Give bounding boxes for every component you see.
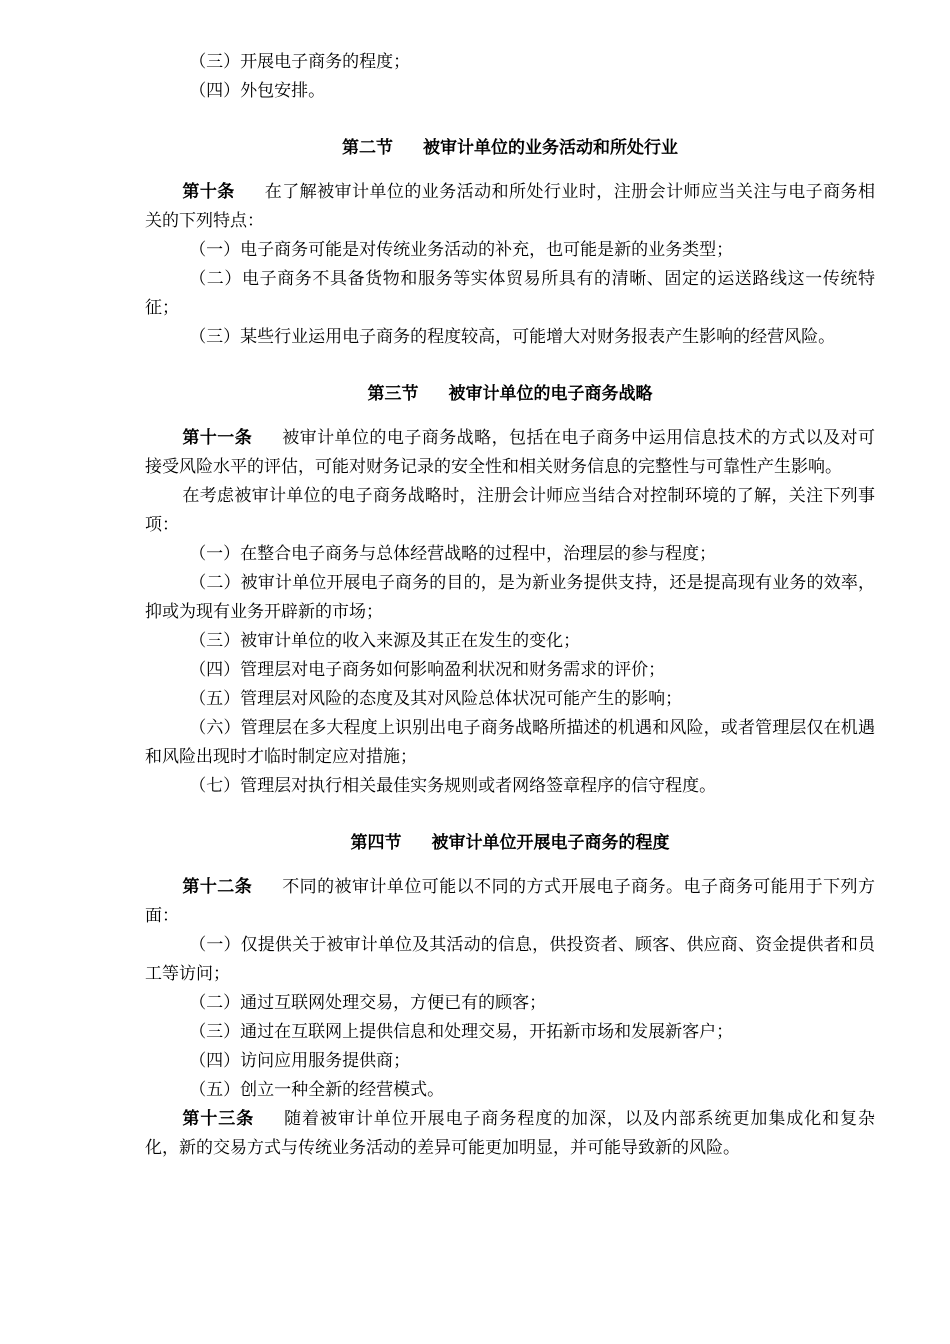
article-label: 第十二条	[182, 877, 253, 897]
list-item: （五）创立一种全新的经营模式。	[189, 1080, 445, 1100]
document-page	[145, 48, 875, 1163]
section-heading-4	[145, 829, 875, 858]
list-item: （三）开展电子商务的程度；	[189, 52, 411, 72]
list-item: （一）仅提供关于被审计单位及其活动的信息，供投资者、顾客、供应商、资金提供者和员工等访问；	[145, 935, 875, 984]
article-text: 不同的被审计单位可能以不同的方式开展电子商务。电子商务可能用于下列方面：	[145, 877, 875, 926]
section-title: 被审计单位开展电子商务的程度	[431, 833, 670, 853]
article-10	[145, 178, 875, 236]
list-item: （七）管理层对执行相关最佳实务规则或者网络签章程序的信守程度。	[189, 776, 717, 796]
article-12	[145, 873, 875, 931]
section-number: 第二节	[342, 138, 393, 158]
list-item: （三）某些行业运用电子商务的程度较高，可能增大对财务报表产生影响的经营风险。	[189, 327, 836, 347]
list-item: （二）被审计单位开展电子商务的目的，是为新业务提供支持，还是提高现有业务的效率，抑或为现有业务开辟新的市场；	[145, 573, 875, 622]
article-label: 第十条	[182, 182, 235, 202]
article-11	[145, 424, 875, 482]
list-item: （一）在整合电子商务与总体经营战略的过程中，治理层的参与程度；	[189, 544, 717, 564]
paragraph: 在考虑被审计单位的电子商务战略时，注册会计师应当结合对控制环境的了解，关注下列事项：	[145, 486, 875, 535]
list-item: （五）管理层对风险的态度及其对风险总体状况可能产生的影响；	[189, 689, 683, 709]
section-title: 被审计单位的电子商务战略	[448, 384, 653, 404]
section-title: 被审计单位的业务活动和所处行业	[423, 138, 678, 158]
section-number: 第四节	[350, 833, 402, 853]
section-heading-3	[145, 380, 875, 409]
article-text: 在了解被审计单位的业务活动和所处行业时，注册会计师应当关注与电子商务相关的下列特点：	[145, 182, 876, 231]
article-text: 随着被审计单位开展电子商务程度的加深，以及内部系统更加集成化和复杂化，新的交易方式与传统业务活动的差异可能更加明显，并可能导致新的风险。	[145, 1109, 875, 1158]
article-13	[145, 1105, 875, 1163]
article-label: 第十一条	[182, 428, 253, 448]
list-item: （四）管理层对电子商务如何影响盈利状况和财务需求的评价；	[189, 660, 666, 680]
list-item: （四）访问应用服务提供商；	[189, 1051, 411, 1071]
list-item: （四）外包安排。	[189, 81, 326, 101]
list-item: （二）通过互联网处理交易，方便已有的顾客；	[189, 993, 547, 1013]
article-text: 被审计单位的电子商务战略，包括在电子商务中运用信息技术的方式以及对可接受风险水平的评估，可能对财务记录的安全性和相关财务信息的完整性与可靠性产生影响。	[145, 428, 875, 477]
list-item: （三）通过在互联网上提供信息和处理交易，开拓新市场和发展新客户；	[189, 1022, 734, 1042]
list-item: （三）被审计单位的收入来源及其正在发生的变化；	[189, 631, 581, 651]
list-item: （六）管理层在多大程度上识别出电子商务战略所描述的机遇和风险，或者管理层仅在机遇和风险出现时才临时制定应对措施；	[145, 718, 875, 767]
section-heading-2	[145, 134, 875, 163]
list-item: （一）电子商务可能是对传统业务活动的补充，也可能是新的业务类型；	[189, 240, 734, 260]
list-item: （二）电子商务不具备货物和服务等实体贸易所具有的清晰、固定的运送路线这一传统特征；	[145, 269, 875, 318]
section-number: 第三节	[367, 384, 419, 404]
article-label: 第十三条	[182, 1109, 255, 1129]
